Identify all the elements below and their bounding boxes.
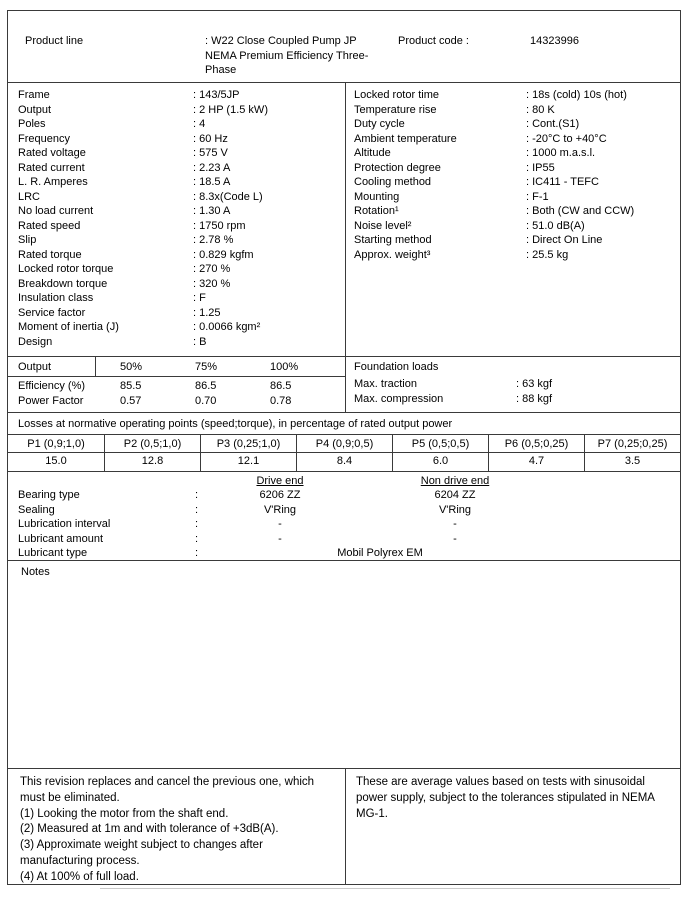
spec-row-starting-method: Starting method : Direct On Line <box>354 234 603 246</box>
spec-row-rated-voltage: Rated voltage : 575 V <box>18 147 228 159</box>
output-table <box>8 357 345 412</box>
lubricant-amount-row: Lubricant amount : - - <box>18 532 457 545</box>
footer-note-3: (3) Approximate weight subject to changes after manufacturing process. <box>20 839 263 867</box>
spec-row-no-load-current: No load current : 1.30 A <box>18 205 231 217</box>
spec-row-poles: Poles : 4 <box>18 118 206 130</box>
losses-value-row <box>8 453 680 471</box>
spec-row-service-factor: Service factor : 1.25 <box>18 306 221 319</box>
product-line-value: : W22 Close Coupled Pump JP NEMA Premium Efficiency Three-Phase <box>205 35 369 76</box>
footer-note-2: (2) Measured at 1m and with tolerance of +3dB(A). <box>20 823 279 836</box>
spec-row-ambient-temperature: Ambient temperature : -20°C to +40°C <box>354 132 607 145</box>
spec-row-design: Design : B <box>18 335 207 348</box>
spec-row-breakdown-torque: Breakdown torque : 320 % <box>18 277 231 290</box>
losses-value-p3: 12.1 <box>200 453 296 471</box>
output-table-header <box>8 357 345 377</box>
bearing-end-header-row <box>18 474 680 488</box>
spec-row-insulation-class: Insulation class : F <box>18 292 206 304</box>
spec-row-cooling-method: Cooling method : IC411 - TEFC <box>354 176 599 188</box>
power-factor-row: Power Factor 0.57 0.70 0.78 <box>18 394 292 407</box>
spec-row-approx-weight: Approx. weight³ : 25.5 kg <box>354 248 569 261</box>
datasheet <box>7 10 681 885</box>
output-foundation-section <box>8 357 680 413</box>
spec-row-rated-current: Rated current : 2.23 A <box>18 161 231 174</box>
output-header-100: 100% <box>270 361 299 373</box>
losses-value-p5: 6.0 <box>392 453 488 471</box>
output-header-75: 75% <box>195 361 218 373</box>
spec-row-noise-level: Noise level² : 51.0 dB(A) <box>354 219 585 232</box>
foundation-loads-title: Foundation loads <box>354 361 439 373</box>
spec-row-frequency: Frequency : 60 Hz <box>18 132 228 145</box>
efficiency-row: Efficiency (%) 85.5 86.5 86.5 <box>18 380 292 392</box>
footer-right-block <box>345 769 680 884</box>
max-compression-row: Max. compression : 88 kgf <box>354 392 553 405</box>
lubrication-interval-row: Lubrication interval : - - <box>18 518 457 531</box>
spec-row-mounting: Mounting : F-1 <box>354 190 549 203</box>
losses-value-p1: 15.0 <box>45 455 67 467</box>
spec-row-rotation: Rotation¹ : Both (CW and CCW) <box>354 205 635 217</box>
lubricant-type-row: Lubricant type : Mobil Polyrex EM <box>18 546 680 560</box>
spec-row-temperature-rise: Temperature rise : 80 K <box>354 103 555 116</box>
spec-row-rated-torque: Rated torque : 0.829 kgfm <box>18 248 254 261</box>
losses-header-row <box>8 435 680 453</box>
output-header-50: 50% <box>120 361 143 373</box>
spec-row-frame: Frame : 143/5JP <box>18 89 240 101</box>
header-section <box>8 11 680 83</box>
losses-value-p7: 3.5 <box>584 453 680 471</box>
bearing-type-row: Bearing type : 6206 ZZ 6204 ZZ <box>18 489 476 502</box>
spec-row-output: Output : 2 HP (1.5 kW) <box>18 103 268 116</box>
footer-tolerance-note: These are average values based on tests with sinusoidal power supply, subject to the tolerances stipulated in NEMA MG-1. <box>356 776 655 820</box>
losses-title: Losses at normative operating points (speed;torque), in percentage of rated output power <box>8 413 680 435</box>
spec-row-moment-of-inertia: Moment of inertia (J) : 0.0066 kgm² <box>18 321 261 333</box>
losses-header-p5: P5 (0,5;0,5) <box>392 435 488 453</box>
losses-value-p2: 12.8 <box>104 453 200 471</box>
spec-row-slip: Slip : 2.78 % <box>18 234 234 246</box>
spec-row-rated-speed: Rated speed : 1750 rpm <box>18 219 246 232</box>
spec-row-locked-rotor-torque: Locked rotor torque : 270 % <box>18 263 231 275</box>
losses-value-p4: 8.4 <box>296 453 392 471</box>
losses-header-p2: P2 (0,5;1,0) <box>104 435 200 453</box>
footer-section <box>8 769 680 884</box>
product-line-label: Product line <box>25 35 84 47</box>
losses-section <box>8 413 680 472</box>
spec-row-duty-cycle: Duty cycle : Cont.(S1) <box>354 118 580 130</box>
product-code-label: Product code : <box>398 35 469 47</box>
losses-header-p7: P7 (0,25;0,25) <box>584 435 680 453</box>
bearings-section <box>8 472 680 561</box>
max-traction-row: Max. traction : 63 kgf <box>354 378 553 390</box>
foundation-loads <box>345 357 680 412</box>
page-edge-artifact <box>100 888 670 889</box>
lubricant-type-value: Mobil Polyrex EM <box>337 547 423 560</box>
spec-row-lr-amperes: L. R. Amperes : 18.5 A <box>18 176 231 188</box>
output-header-divider <box>95 357 96 377</box>
specs-section <box>8 83 680 357</box>
spec-row-locked-rotor-time: Locked rotor time : 18s (cold) 10s (hot) <box>354 89 627 101</box>
footer-left-block <box>8 769 345 884</box>
losses-header-p3: P3 (0,25;1,0) <box>200 435 296 453</box>
spec-row-protection-degree: Protection degree : IP55 <box>354 161 555 174</box>
footer-note-4: (4) At 100% of full load. <box>20 870 139 883</box>
output-header-label: Output <box>18 361 52 373</box>
drive-end-header: Drive end <box>256 475 304 487</box>
footer-revision-note: This revision replaces and cancel the previous one, which must be eliminated. <box>20 776 315 804</box>
non-drive-end-header: Non drive end <box>420 475 490 487</box>
sealing-row: Sealing : V'Ring V'Ring <box>18 503 472 516</box>
notes-section <box>8 561 680 769</box>
footer-note-1: (1) Looking the motor from the shaft end. <box>20 807 229 820</box>
spec-row-altitude: Altitude : 1000 m.a.s.l. <box>354 147 596 159</box>
losses-header-p1: P1 (0,9;1,0) <box>8 435 104 453</box>
losses-header-p6: P6 (0,5;0,25) <box>488 435 584 453</box>
notes-title: Notes <box>21 566 50 578</box>
losses-header-p4: P4 (0,9;0,5) <box>296 435 392 453</box>
losses-value-p6: 4.7 <box>488 453 584 471</box>
product-code-value: 14323996 <box>530 35 579 47</box>
specs-left-column <box>8 83 345 356</box>
spec-row-lrc: LRC : 8.3x(Code L) <box>18 190 263 203</box>
specs-right-column <box>345 83 680 356</box>
